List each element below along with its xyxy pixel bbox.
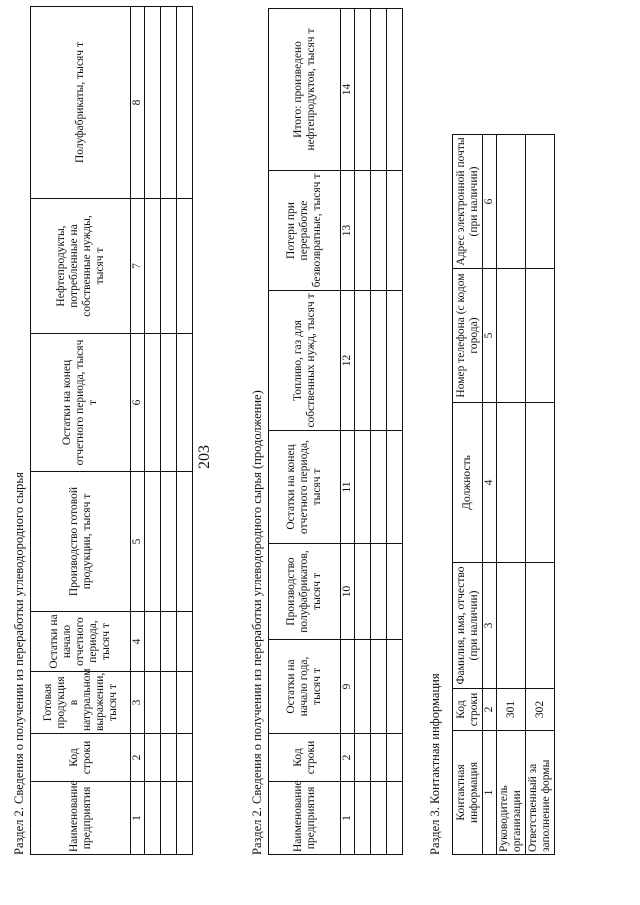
column-header: Код строки bbox=[269, 734, 341, 782]
section-2-continued-table bbox=[268, 8, 403, 855]
column-header: Производство готовой продукции, тысяч т bbox=[31, 472, 131, 612]
empty-row bbox=[145, 7, 161, 855]
column-header: Готовая продукция в натуральном выражении, тысяч т bbox=[31, 672, 131, 734]
column-number: 1 bbox=[341, 782, 355, 855]
column-header: Нефтепродукты, потребленные на собственные нужды, тысяч т bbox=[31, 199, 131, 334]
column-number: 12 bbox=[341, 291, 355, 431]
row-label: Руководитель организации bbox=[497, 731, 526, 855]
column-header: Контактная информация bbox=[453, 731, 483, 855]
section-2-table bbox=[30, 6, 193, 855]
column-number: 4 bbox=[483, 403, 497, 563]
column-header: Наименование предприятия bbox=[269, 782, 341, 855]
column-number: 3 bbox=[483, 563, 497, 689]
table-row bbox=[497, 135, 526, 855]
section-3-title: Раздел 3. Контактная информация bbox=[428, 673, 442, 855]
column-number: 5 bbox=[483, 269, 497, 403]
empty-row bbox=[177, 7, 193, 855]
column-header: Остатки на начало отчетного периода, тысяч т bbox=[31, 612, 131, 672]
contact-info-table bbox=[452, 134, 555, 855]
column-number: 11 bbox=[341, 431, 355, 544]
column-number: 3 bbox=[131, 672, 145, 734]
column-number: 1 bbox=[483, 731, 497, 855]
column-header: Код строки bbox=[31, 734, 131, 782]
row-label: Ответственный за заполнение формы bbox=[526, 731, 555, 855]
column-number: 7 bbox=[131, 199, 145, 334]
row-code: 302 bbox=[526, 689, 555, 731]
column-number: 2 bbox=[341, 734, 355, 782]
column-number: 2 bbox=[131, 734, 145, 782]
column-number: 1 bbox=[131, 782, 145, 855]
column-header: Фамилия, имя, отчество (при наличии) bbox=[453, 563, 483, 689]
column-header: Должность bbox=[453, 403, 483, 563]
column-header: Итого: произведено нефтепродуктов, тысяч т bbox=[269, 9, 341, 171]
page-number: 203 bbox=[196, 445, 213, 469]
column-number: 2 bbox=[483, 689, 497, 731]
column-header: Остатки на конец отчетного периода, тысяч т bbox=[31, 334, 131, 472]
column-number: 5 bbox=[131, 472, 145, 612]
column-number-row bbox=[341, 9, 355, 855]
column-number: 13 bbox=[341, 171, 355, 291]
table-header-row bbox=[31, 7, 131, 855]
column-number: 8 bbox=[131, 7, 145, 199]
column-number: 9 bbox=[341, 640, 355, 734]
table-row bbox=[526, 135, 555, 855]
table-header-row bbox=[269, 9, 341, 855]
column-header: Номер телефона (с кодом города) bbox=[453, 269, 483, 403]
empty-row bbox=[371, 9, 387, 855]
column-number: 4 bbox=[131, 612, 145, 672]
section-2-continued-title: Раздел 2. Сведения о получении из переработки углеводородного сырья (продолжение) bbox=[250, 390, 264, 855]
empty-row bbox=[355, 9, 371, 855]
column-number-row bbox=[483, 135, 497, 855]
column-number: 10 bbox=[341, 544, 355, 640]
column-header: Полуфабрикаты, тысяч т bbox=[31, 7, 131, 199]
column-number: 14 bbox=[341, 9, 355, 171]
column-header: Производство полуфабрикатов, тысяч т bbox=[269, 544, 341, 640]
column-number: 6 bbox=[483, 135, 497, 269]
column-header: Остатки на начало года, тысяч т bbox=[269, 640, 341, 734]
empty-row bbox=[161, 7, 177, 855]
column-header: Потери при переработке безвозвратные, тысяч т bbox=[269, 171, 341, 291]
section-2-title: Раздел 2. Сведения о получении из переработки углеводородного сырья bbox=[12, 472, 26, 855]
column-header: Топливо, газ для собственных нужд, тысяч т bbox=[269, 291, 341, 431]
column-number-row bbox=[131, 7, 145, 855]
table-header-row bbox=[453, 135, 483, 855]
row-code: 301 bbox=[497, 689, 526, 731]
empty-row bbox=[387, 9, 403, 855]
column-header: Наименование предприятия bbox=[31, 782, 131, 855]
column-number: 6 bbox=[131, 334, 145, 472]
column-header: Остатки на конец отчетного периода, тысяч т bbox=[269, 431, 341, 544]
column-header: Код строки bbox=[453, 689, 483, 731]
column-header: Адрес электронной почты (при наличии) bbox=[453, 135, 483, 269]
